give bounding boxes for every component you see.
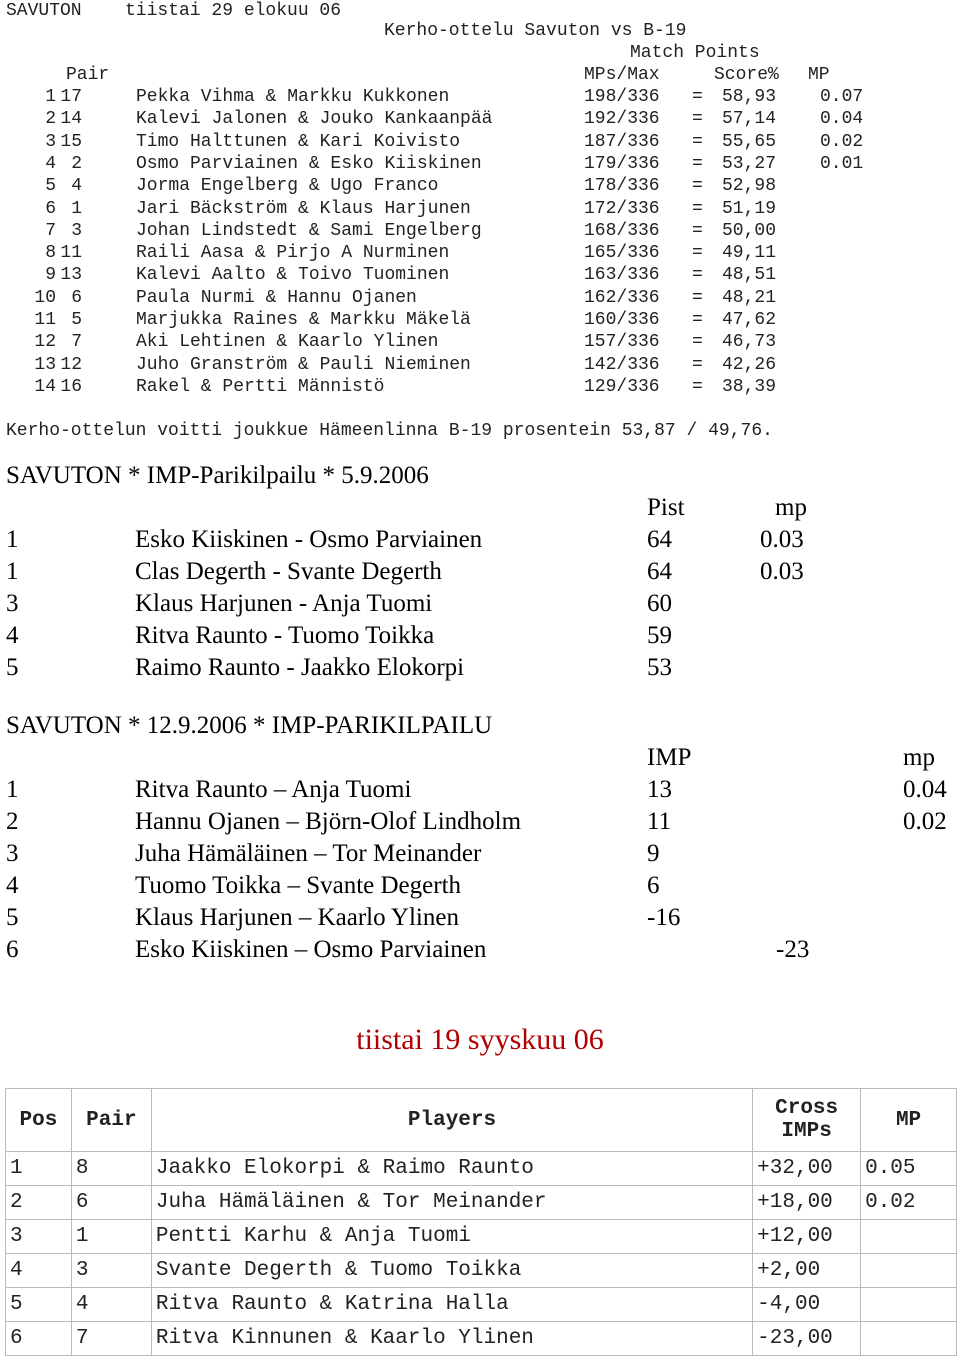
cross-cell: +18,00	[753, 1186, 861, 1220]
header-mp: MP	[808, 65, 830, 85]
score-cell: 64	[647, 558, 672, 585]
match-result-note: Kerho-ottelun voitti joukkue Hämeenlinna B-19 prosentein 53,87 / 49,76.	[6, 421, 773, 441]
mps-cell: 142/336	[584, 354, 660, 375]
equals-cell: =	[692, 198, 703, 219]
mps-cell: 165/336	[584, 243, 660, 264]
pos-cell: 4	[6, 872, 19, 899]
pair-cell: 1	[71, 198, 82, 219]
section3-header-row	[0, 744, 960, 776]
equals-cell: =	[692, 153, 703, 174]
section1-title-line	[0, 0, 960, 22]
header-cross: Cross	[775, 1097, 839, 1120]
club-name: SAVUTON	[6, 1, 82, 21]
pos-cell: 14	[34, 376, 56, 397]
pair-cell: 8	[71, 1152, 151, 1186]
cross-cell: +32,00	[753, 1152, 861, 1186]
players-cell: Paula Nurmi & Hannu Ojanen	[136, 287, 417, 308]
pos-cell: 5	[6, 654, 19, 681]
pos-cell: 1	[6, 776, 19, 803]
list-item	[0, 198, 960, 220]
pos-cell: 7	[45, 220, 56, 241]
list-item	[0, 309, 960, 331]
cross-cell: -23,00	[753, 1322, 861, 1356]
score-cell: 60	[647, 590, 672, 617]
mp-cell: -23	[776, 936, 810, 963]
pair-cell: 14	[60, 109, 82, 130]
pair-cell: 11	[60, 243, 82, 264]
mps-cell: 129/336	[584, 376, 660, 397]
players-cell: Timo Halttunen & Kari Koivisto	[136, 131, 461, 152]
players-cell: Ritva Raunto – Anja Tuomi	[135, 776, 412, 803]
list-item	[0, 840, 960, 872]
pos-cell: 12	[34, 332, 56, 353]
section2-title-row	[0, 462, 960, 494]
pos-cell: 3	[6, 590, 19, 617]
equals-cell: =	[692, 310, 703, 330]
players-cell: Jaakko Elokorpi & Raimo Raunto	[151, 1152, 752, 1186]
equals-cell: =	[692, 332, 703, 353]
pair-cell: 3	[71, 1254, 151, 1288]
list-item	[0, 264, 960, 286]
list-item	[0, 808, 960, 840]
players-cell: Raili Aasa & Pirjo A Nurminen	[136, 243, 450, 264]
players-cell: Pekka Vihma & Markku Kukkonen	[136, 87, 450, 107]
mps-cell: 163/336	[584, 265, 660, 286]
pos-cell: 13	[34, 354, 56, 375]
list-item	[0, 654, 960, 686]
score-cell: 53,27	[722, 153, 777, 174]
table-body	[6, 1152, 957, 1356]
players-cell: Johan Lindstedt & Sami Engelberg	[136, 220, 482, 241]
players-cell: Marjukka Raines & Markku Mäkelä	[136, 310, 471, 330]
score-cell: 52,98	[722, 176, 777, 197]
players-cell: Juho Granström & Pauli Nieminen	[136, 354, 471, 375]
score-cell: 46,73	[722, 332, 777, 353]
mps-cell: 157/336	[584, 332, 660, 353]
pos-cell: 1	[6, 526, 19, 553]
score-cell: 13	[647, 776, 672, 803]
players-cell: Jorma Engelberg & Ugo Franco	[136, 176, 439, 197]
players-cell: Rakel & Pertti Männistö	[136, 376, 385, 397]
pos-cell: 6	[6, 936, 19, 963]
equals-cell: =	[692, 131, 703, 152]
list-item	[0, 526, 960, 558]
list-item	[0, 220, 960, 242]
header-imps: IMPs	[781, 1120, 832, 1143]
players-cell: Juha Hämäläinen & Tor Meinander	[151, 1186, 752, 1220]
header-mp: mp	[903, 744, 935, 771]
section4-heading: tiistai 19 syyskuu 06	[356, 1023, 604, 1056]
pos-cell: 3	[45, 131, 56, 152]
match-points-section	[0, 0, 960, 440]
mps-cell: 162/336	[584, 287, 660, 308]
pos-cell: 6	[6, 1322, 72, 1356]
players-cell: Klaus Harjunen - Anja Tuomi	[135, 590, 433, 617]
pos-cell: 3	[6, 840, 19, 867]
pos-cell: 6	[45, 198, 56, 219]
list-item	[0, 776, 960, 808]
pos-cell: 4	[6, 1254, 72, 1288]
header-mp: mp	[775, 494, 807, 521]
mp-cell: 0.04	[903, 776, 947, 803]
header-imp: IMP	[647, 744, 692, 771]
mp-cell: 0.02	[820, 131, 864, 152]
match-points-label-line	[0, 42, 960, 64]
players-cell: Hannu Ojanen – Björn-Olof Lindholm	[135, 808, 522, 835]
header-players: Players	[151, 1089, 752, 1152]
header-pair: Pair	[66, 65, 110, 85]
pos-cell: 11	[34, 310, 56, 330]
score-cell: 58,93	[722, 87, 777, 107]
score-cell: 53	[647, 654, 672, 681]
mp-cell: 0.02	[861, 1186, 957, 1220]
players-cell: Tuomo Toikka – Svante Degerth	[135, 872, 462, 899]
header-pos: Pos	[6, 1089, 72, 1152]
score-cell: -16	[647, 904, 681, 931]
mps-cell: 179/336	[584, 153, 660, 174]
mp-cell: 0.05	[861, 1152, 957, 1186]
score-cell: 38,39	[722, 376, 777, 397]
header-pist: Pist	[647, 494, 685, 521]
mp-cell: 0.01	[820, 153, 864, 174]
mp-cell: 0.04	[820, 109, 864, 130]
equals-cell: =	[692, 243, 703, 264]
pos-cell: 4	[45, 153, 56, 174]
mps-cell: 168/336	[584, 220, 660, 241]
mp-cell: 0.03	[760, 526, 804, 553]
score-cell: 59	[647, 622, 672, 649]
section2-title: SAVUTON * IMP-Parikilpailu * 5.9.2006	[6, 462, 429, 489]
players-cell: Kalevi Jalonen & Jouko Kankaanpää	[136, 109, 493, 130]
event-subtitle: Kerho-ottelu Savuton vs B-19	[384, 21, 687, 41]
pair-cell: 16	[60, 376, 82, 397]
list-item	[0, 904, 960, 936]
score-cell: 47,62	[722, 310, 777, 330]
section3-title: SAVUTON * 12.9.2006 * IMP-PARIKILPAILU	[6, 712, 493, 739]
pair-cell: 17	[60, 87, 82, 107]
pos-cell: 1	[6, 558, 19, 585]
table-row	[6, 1322, 957, 1356]
table-row	[6, 1254, 957, 1288]
section1-subtitle-line	[0, 20, 960, 42]
list-item	[0, 175, 960, 197]
score-cell: 48,51	[722, 265, 777, 286]
list-item	[0, 376, 960, 398]
list-item	[0, 287, 960, 309]
pos-cell: 2	[6, 808, 19, 835]
mp-cell: 0.02	[903, 808, 947, 835]
equals-cell: =	[692, 220, 703, 241]
mp-cell	[861, 1322, 957, 1356]
header-score: Score%	[714, 65, 779, 85]
players-cell: Esko Kiiskinen – Osmo Parviainen	[135, 936, 487, 963]
list-item	[0, 558, 960, 590]
pos-cell: 5	[45, 176, 56, 197]
pos-cell: 3	[6, 1220, 72, 1254]
score-cell: 55,65	[722, 131, 777, 152]
pair-cell: 15	[60, 131, 82, 152]
players-cell: Juha Hämäläinen – Tor Meinander	[135, 840, 482, 867]
event-date: tiistai 29 elokuu 06	[125, 1, 342, 21]
pair-cell: 4	[71, 176, 82, 197]
table-header-row	[6, 1089, 957, 1152]
pair-cell: 6	[71, 287, 82, 308]
list-item	[0, 108, 960, 130]
cross-cell: +12,00	[753, 1220, 861, 1254]
players-cell: Raimo Raunto - Jaakko Elokorpi	[135, 654, 465, 681]
cross-cell: -4,00	[753, 1288, 861, 1322]
equals-cell: =	[692, 265, 703, 286]
score-cell: 48,21	[722, 287, 777, 308]
list-item	[0, 153, 960, 175]
header-mp: MP	[861, 1089, 957, 1152]
cross-cell: +2,00	[753, 1254, 861, 1288]
score-cell: 51,19	[722, 198, 777, 219]
pos-cell: 8	[45, 243, 56, 264]
mps-cell: 172/336	[584, 198, 660, 219]
section3-title-row	[0, 712, 960, 744]
pair-cell: 4	[71, 1288, 151, 1322]
players-cell: Osmo Parviainen & Esko Kiiskinen	[136, 153, 482, 174]
pair-cell: 5	[71, 310, 82, 330]
pair-cell: 2	[71, 153, 82, 174]
players-cell: Svante Degerth & Tuomo Toikka	[151, 1254, 752, 1288]
match-points-label: Match Points	[630, 43, 760, 63]
players-cell: Ritva Raunto - Tuomo Toikka	[135, 622, 435, 649]
players-cell: Klaus Harjunen – Kaarlo Ylinen	[135, 904, 459, 931]
pos-cell: 2	[6, 1186, 72, 1220]
pos-cell: 10	[34, 287, 56, 308]
players-cell: Kalevi Aalto & Toivo Tuominen	[136, 265, 450, 286]
mp-cell	[861, 1220, 957, 1254]
pos-cell: 1	[6, 1152, 72, 1186]
pair-cell: 7	[71, 1322, 151, 1356]
pos-cell: 9	[45, 265, 56, 286]
players-cell: Ritva Kinnunen & Kaarlo Ylinen	[151, 1322, 752, 1356]
mps-cell: 192/336	[584, 109, 660, 130]
equals-cell: =	[692, 87, 703, 107]
score-cell: 11	[647, 808, 672, 835]
table-row	[6, 1288, 957, 1322]
section2-header-row	[0, 494, 960, 526]
score-cell: 64	[647, 526, 672, 553]
mp-cell: 0.03	[760, 558, 804, 585]
equals-cell: =	[692, 109, 703, 130]
list-item	[0, 936, 960, 968]
list-item	[0, 354, 960, 376]
table-row	[6, 1186, 957, 1220]
mps-cell: 198/336	[584, 87, 660, 107]
pos-cell: 5	[6, 1288, 72, 1322]
score-cell: 50,00	[722, 220, 777, 241]
pair-cell: 1	[71, 1220, 151, 1254]
mp-cell	[861, 1288, 957, 1322]
list-item	[0, 131, 960, 153]
pos-cell: 4	[6, 622, 19, 649]
table-row	[6, 1152, 957, 1186]
list-item	[0, 86, 960, 108]
cross-imps-table	[5, 1088, 957, 1356]
list-item	[0, 331, 960, 353]
mps-cell: 178/336	[584, 176, 660, 197]
pair-cell: 12	[60, 354, 82, 375]
score-cell: 49,11	[722, 243, 777, 264]
score-cell: 42,26	[722, 354, 777, 375]
list-item	[0, 622, 960, 654]
equals-cell: =	[692, 176, 703, 197]
players-cell: Aki Lehtinen & Kaarlo Ylinen	[136, 332, 439, 353]
players-cell: Esko Kiiskinen - Osmo Parviainen	[135, 526, 483, 553]
players-cell: Clas Degerth - Svante Degerth	[135, 558, 442, 585]
pair-cell: 6	[71, 1186, 151, 1220]
players-cell: Ritva Raunto & Katrina Halla	[151, 1288, 752, 1322]
header-cross-imps	[753, 1089, 861, 1152]
mps-cell: 187/336	[584, 131, 660, 152]
pair-cell: 13	[60, 265, 82, 286]
score-cell: 9	[647, 840, 660, 867]
pair-cell: 3	[71, 220, 82, 241]
table-row	[6, 1220, 957, 1254]
mp-cell: 0.07	[820, 87, 864, 107]
header-mps-max: MPs/Max	[584, 65, 660, 85]
equals-cell: =	[692, 354, 703, 375]
pos-cell: 1	[45, 87, 56, 107]
list-item	[0, 242, 960, 264]
equals-cell: =	[692, 287, 703, 308]
pos-cell: 2	[45, 109, 56, 130]
list-item	[0, 872, 960, 904]
players-cell: Jari Bäckström & Klaus Harjunen	[136, 198, 471, 219]
players-cell: Pentti Karhu & Anja Tuomi	[151, 1220, 752, 1254]
score-cell: 6	[647, 872, 660, 899]
equals-cell: =	[692, 376, 703, 397]
header-pair: Pair	[71, 1089, 151, 1152]
mp-cell	[861, 1254, 957, 1288]
pair-cell: 7	[71, 332, 82, 353]
mps-cell: 160/336	[584, 310, 660, 330]
section1-footer-line	[0, 420, 960, 442]
pos-cell: 5	[6, 904, 19, 931]
section1-header-row	[0, 64, 960, 86]
score-cell: 57,14	[722, 109, 777, 130]
list-item	[0, 590, 960, 622]
